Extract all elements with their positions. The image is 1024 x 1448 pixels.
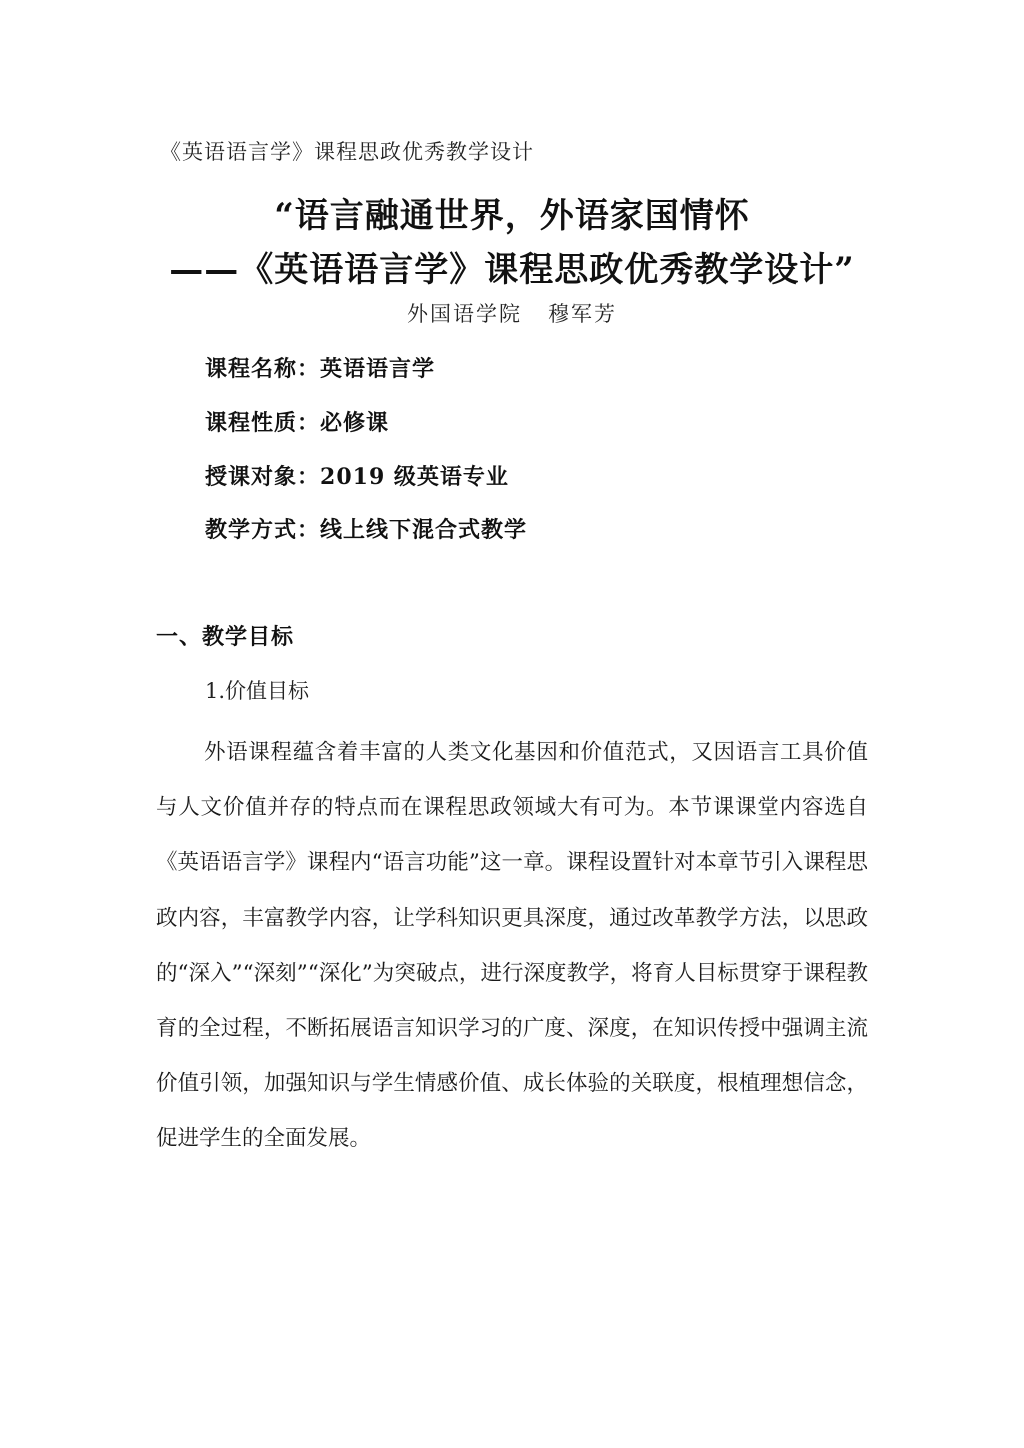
document-title-line-1: “语言融通世界，外语家国情怀 [274, 196, 750, 236]
info-value: 线上线下混合式教学 [320, 517, 528, 543]
info-label: 课程性质： [205, 410, 321, 436]
course-info-method [205, 513, 527, 544]
info-value: 2019 级英语专业 [320, 464, 509, 490]
author-line [0, 298, 1024, 328]
info-label: 授课对象： [205, 464, 321, 490]
document-title-line-2: ——《英语语言学》课程思政优秀教学设计” [169, 250, 855, 290]
course-info-nature [205, 406, 389, 437]
author-department: 外国语学院 [407, 302, 522, 326]
section-heading: 一、教学目标 [156, 624, 295, 650]
author-name: 穆军芳 [548, 302, 617, 326]
course-info-audience [205, 460, 509, 491]
info-value: 必修课 [320, 410, 390, 436]
info-label: 课程名称： [205, 356, 321, 382]
running-header: 《英语语言学》课程思政优秀教学设计 [160, 140, 534, 164]
info-value: 英语语言学 [320, 356, 436, 382]
course-info-name [205, 352, 435, 383]
body-paragraph: 外语课程蕴含着丰富的人类文化基因和价值范式，又因语言工具价值与人文价值并存的特点而在课程思政领域大有可为。本节课课堂内容选自《英语语言学》课程内“语言功能”这一章。课程设置针对本章节引入课程思政内容，丰富教学内容，让学科知识更具深度，通过改革教学方法，以思政的“深入”“深刻”“深化”为突破点，进行深度教学，将育人目标贯穿于课程教育的全过程，不断拓展语言知识学习的广度、深度，在知识传授中强调主流价值引领，加强知识与学生情感价值、成长体验的关联度，根植理想信念，促进学生的全面发展。 [156, 740, 868, 1152]
info-label: 教学方式： [205, 517, 321, 543]
sub-heading: 1.价值目标 [205, 679, 310, 703]
